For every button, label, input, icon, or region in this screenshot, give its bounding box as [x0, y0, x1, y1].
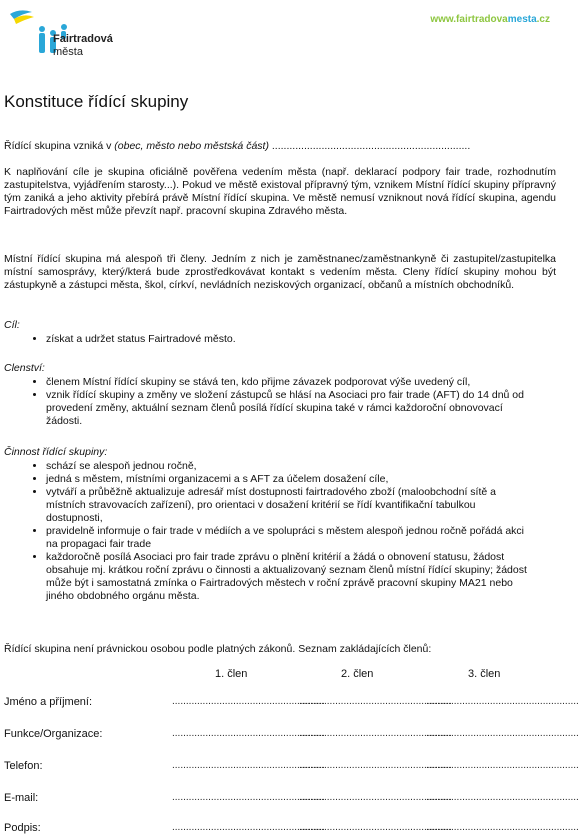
list-item: • každoročně posílá Asociaci pro fair trade zprávu o plnění kritérií a žádá o obnovení statusu, žádost obsahuje mj. krátkou roční zprávu o činnosti a aktualizovaný seznam členů místní řídící skupiny; žádost může být i samostatná zmínka o Fairtradových městech v roční zprávě pracovní skupiny MA21 nebo jiného obdobného orgánu města.	[46, 551, 530, 603]
row-label-signature: Podpis:	[4, 822, 41, 834]
list-item: • vytváří a průběžně aktualizuje adresář míst dostupnosti fairtradového zboží (maloobchodní sítě a místních stravovacích zařízení), pro orientaci v dosažení kritérií se řídí kvantifikační tabulkou dostupnosti,	[46, 486, 530, 525]
url-part-3: .cz	[536, 14, 550, 25]
url-part-2: mesta	[507, 14, 537, 25]
url-part-1: www.fairtradova	[430, 14, 508, 25]
fill-field[interactable]: .......................................................	[299, 760, 452, 771]
list-item: • členem Místní řídící skupiny se stává ten, kdo přijme závazek podporovat výše uvedený cíl,	[46, 376, 524, 389]
list-item: • jedná s městem, místními organizacemi a s AFT za účelem dosažení cíle,	[46, 473, 530, 486]
cil-list	[4, 333, 556, 346]
member-column-1: 1. člen	[215, 668, 248, 680]
cinnost-list-wrap	[4, 460, 530, 603]
clenstvi-list-wrap	[4, 376, 524, 428]
list-item: • pravidelně informuje o fair trade v médiích a ve spolupráci s městem alespoň jednou ročně pořádá akci na propagaci fair trade	[46, 525, 530, 551]
fill-field[interactable]: .......................................................	[299, 792, 452, 803]
row-label-function: Funkce/Organizace:	[4, 728, 103, 740]
intro-dots: ....................................................................	[268, 140, 471, 152]
fill-field[interactable]: .......................................................	[172, 792, 325, 803]
fill-field[interactable]: .......................................................	[426, 760, 579, 771]
logo-title: Fairtradová	[53, 33, 113, 45]
fill-field[interactable]: .......................................................	[426, 696, 579, 707]
list-item: • vznik řídící skupiny a změny ve složení zástupců se hlásí na Asociaci pro fair trade (AFT) do 14 dnů od provedení změny, aktuální seznam členů posílá řídící skupina také v rámci každoroční obnovovací žádosti.	[46, 389, 524, 428]
member-column-3: 3. člen	[468, 668, 501, 680]
cil-heading: Cíl:	[4, 319, 20, 331]
fill-field[interactable]: .......................................................	[172, 696, 325, 707]
cinnost-list	[4, 460, 530, 603]
list-item: • schází se alespoň jednou ročně,	[46, 460, 530, 473]
page-title: Konstituce řídící skupiny	[4, 92, 189, 111]
fill-field[interactable]: .......................................................	[299, 728, 452, 739]
founders-text: Řídící skupina není právnickou osobou podle platných zákonů. Seznam zakládajících členů:	[4, 643, 432, 655]
clenstvi-list	[4, 376, 524, 428]
paragraph-2: Místní řídící skupina má alespoň tři členy. Jedním z nich je zaměstnanec/zaměstnankyně či zastupitel/zastupitelka místní samosprávy, který/která bude zprostředkovávat kontakt s vedením města. Cleny řídící skupiny mohou být zástupkyně a zástupci města, škol, církví, nevládních neziskových organizací, občanů a místních obchodníků.	[4, 253, 556, 291]
website-url[interactable]	[430, 14, 550, 25]
logo-subtitle: města	[53, 46, 83, 58]
clenstvi-heading: Clenství:	[4, 362, 45, 374]
fill-field[interactable]: .......................................................	[426, 728, 579, 739]
cil-list-wrap	[4, 333, 556, 346]
fill-field[interactable]: .......................................................	[299, 822, 452, 833]
intro-line	[4, 140, 556, 153]
fill-field[interactable]: .......................................................	[172, 728, 325, 739]
row-label-name: Jméno a příjmení:	[4, 696, 93, 708]
list-item: • získat a udržet status Fairtradové město.	[46, 333, 556, 346]
fill-field[interactable]: .......................................................	[299, 696, 452, 707]
paragraph-1: K naplňování cíle je skupina oficiálně pověřena vedením města (např. deklarací podpory fair trade, rozhodnutím zastupitelstva, vyjádřením starosty...). Pokud ve městě existoval přípravný tým, vznikem Místní řídící skupiny přípravný tým zaniká a jeho aktivity přebírá právě Místní řídící skupina. Ve městě nemusí vzniknout nová řídící skupina, agendu Fairtradových měst může převzít např. pracovní skupina Zdravého města.	[4, 166, 556, 217]
fill-field[interactable]: .......................................................	[426, 822, 579, 833]
cinnost-heading: Činnost řídící skupiny:	[4, 446, 108, 458]
row-label-email: E-mail:	[4, 792, 39, 804]
row-label-phone: Telefon:	[4, 760, 43, 772]
member-column-2: 2. člen	[341, 668, 374, 680]
fill-field[interactable]: .......................................................	[426, 792, 579, 803]
fill-field[interactable]: .......................................................	[172, 760, 325, 771]
intro-prefix: Řídící skupina vzniká v	[4, 140, 115, 152]
fill-field[interactable]: .......................................................	[172, 822, 325, 833]
intro-italic: (obec, město nebo městská část)	[114, 140, 269, 152]
